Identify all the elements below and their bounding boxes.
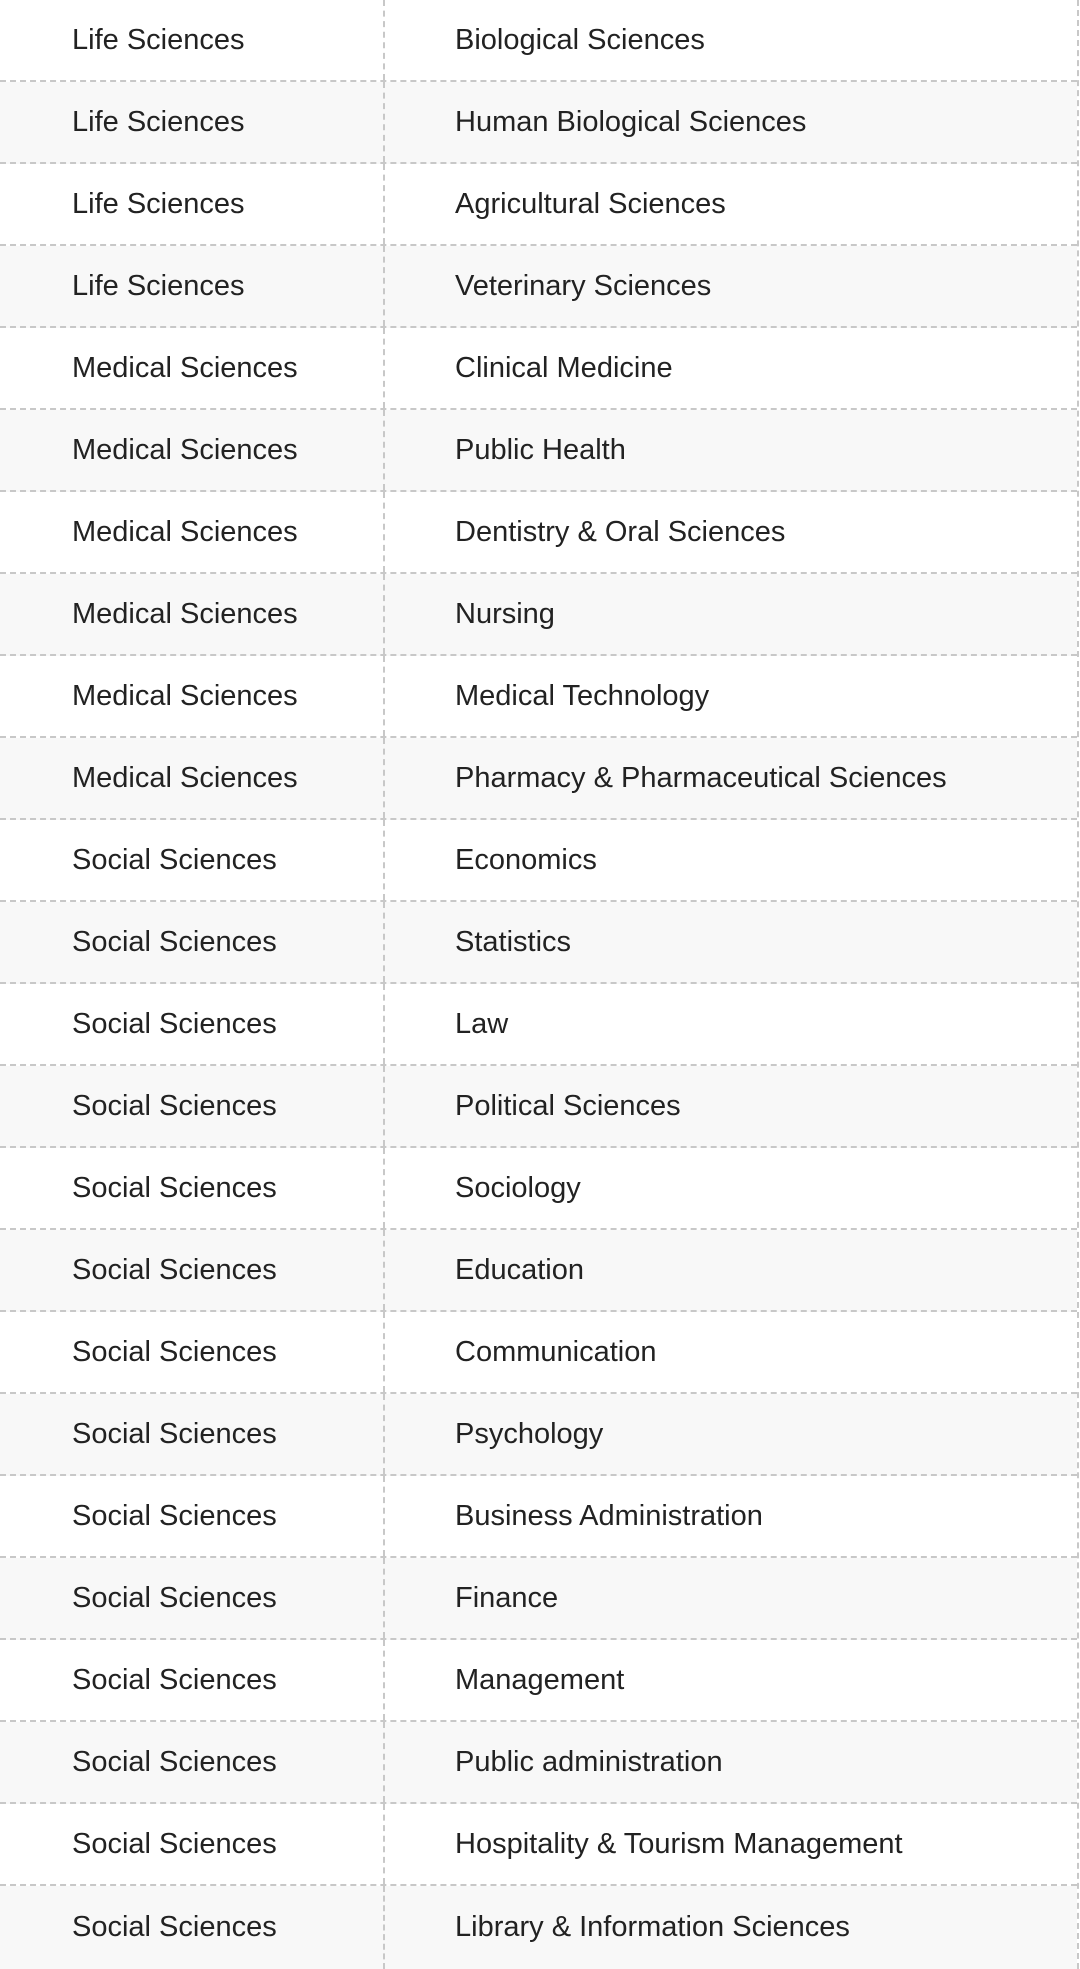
subject-cell: Hospitality & Tourism Management [455, 1827, 903, 1860]
subject-cell: Biological Sciences [455, 23, 705, 56]
subject-cell: Clinical Medicine [455, 351, 673, 384]
category-cell: Social Sciences [0, 984, 385, 1064]
table-row [0, 1230, 1077, 1312]
subject-cell: Public administration [455, 1745, 723, 1778]
table-row [0, 1476, 1077, 1558]
category-cell: Life Sciences [0, 0, 385, 80]
category-cell: Medical Sciences [0, 492, 385, 572]
category-cell: Social Sciences [0, 1558, 385, 1638]
table-row [0, 656, 1077, 738]
category-cell: Medical Sciences [0, 656, 385, 736]
table-row [0, 1148, 1077, 1230]
category-cell: Social Sciences [0, 1394, 385, 1474]
subject-cell: Pharmacy & Pharmaceutical Sciences [455, 761, 947, 794]
category-cell: Social Sciences [0, 820, 385, 900]
subject-cell: Law [455, 1007, 509, 1040]
category-cell: Social Sciences [0, 902, 385, 982]
table-row [0, 1640, 1077, 1722]
table-row [0, 164, 1077, 246]
table-row [0, 984, 1077, 1066]
subject-cell: Medical Technology [455, 679, 710, 712]
category-cell: Social Sciences [0, 1066, 385, 1146]
subject-cell: Nursing [455, 597, 555, 630]
table-row [0, 246, 1077, 328]
subject-cell: Finance [455, 1581, 559, 1614]
table-row [0, 1066, 1077, 1148]
table-row [0, 902, 1077, 984]
category-cell: Social Sciences [0, 1640, 385, 1720]
category-cell: Social Sciences [0, 1230, 385, 1310]
table-row [0, 1722, 1077, 1804]
category-cell: Medical Sciences [0, 410, 385, 490]
category-cell: Social Sciences [0, 1312, 385, 1392]
category-cell: Medical Sciences [0, 328, 385, 408]
table-row [0, 1394, 1077, 1476]
category-cell: Social Sciences [0, 1804, 385, 1884]
table-row [0, 1312, 1077, 1394]
subject-cell: Education [455, 1253, 584, 1286]
table-row [0, 0, 1077, 82]
subject-cell: Public Health [455, 433, 626, 466]
category-cell: Life Sciences [0, 164, 385, 244]
category-cell: Social Sciences [0, 1476, 385, 1556]
subject-cell: Library & Information Sciences [455, 1911, 850, 1943]
category-cell: Life Sciences [0, 82, 385, 162]
table-row [0, 820, 1077, 902]
table-row [0, 1558, 1077, 1640]
table-row [0, 328, 1077, 410]
subject-cell: Agricultural Sciences [455, 187, 726, 220]
table-row [0, 1886, 1077, 1969]
subject-cell: Communication [455, 1335, 657, 1368]
table-row [0, 1804, 1077, 1886]
subject-cell: Psychology [455, 1417, 604, 1450]
category-cell: Medical Sciences [0, 574, 385, 654]
subject-cell: Economics [455, 843, 597, 876]
table-row [0, 410, 1077, 492]
subject-cell: Political Sciences [455, 1089, 681, 1122]
subject-cell: Veterinary Sciences [455, 269, 712, 302]
table-row [0, 492, 1077, 574]
subject-cell: Dentistry & Oral Sciences [455, 515, 786, 548]
category-cell: Social Sciences [0, 1148, 385, 1228]
subject-cell: Statistics [455, 925, 572, 958]
subject-cell: Sociology [455, 1171, 581, 1204]
subject-cell: Human Biological Sciences [455, 105, 807, 138]
category-cell: Social Sciences [0, 1886, 385, 1969]
category-cell: Medical Sciences [0, 738, 385, 818]
table-row [0, 574, 1077, 656]
category-cell: Social Sciences [0, 1722, 385, 1802]
table-row [0, 738, 1077, 820]
category-cell: Life Sciences [0, 246, 385, 326]
subject-cell: Management [455, 1663, 625, 1696]
subject-cell: Business Administration [455, 1499, 763, 1532]
table-row [0, 82, 1077, 164]
